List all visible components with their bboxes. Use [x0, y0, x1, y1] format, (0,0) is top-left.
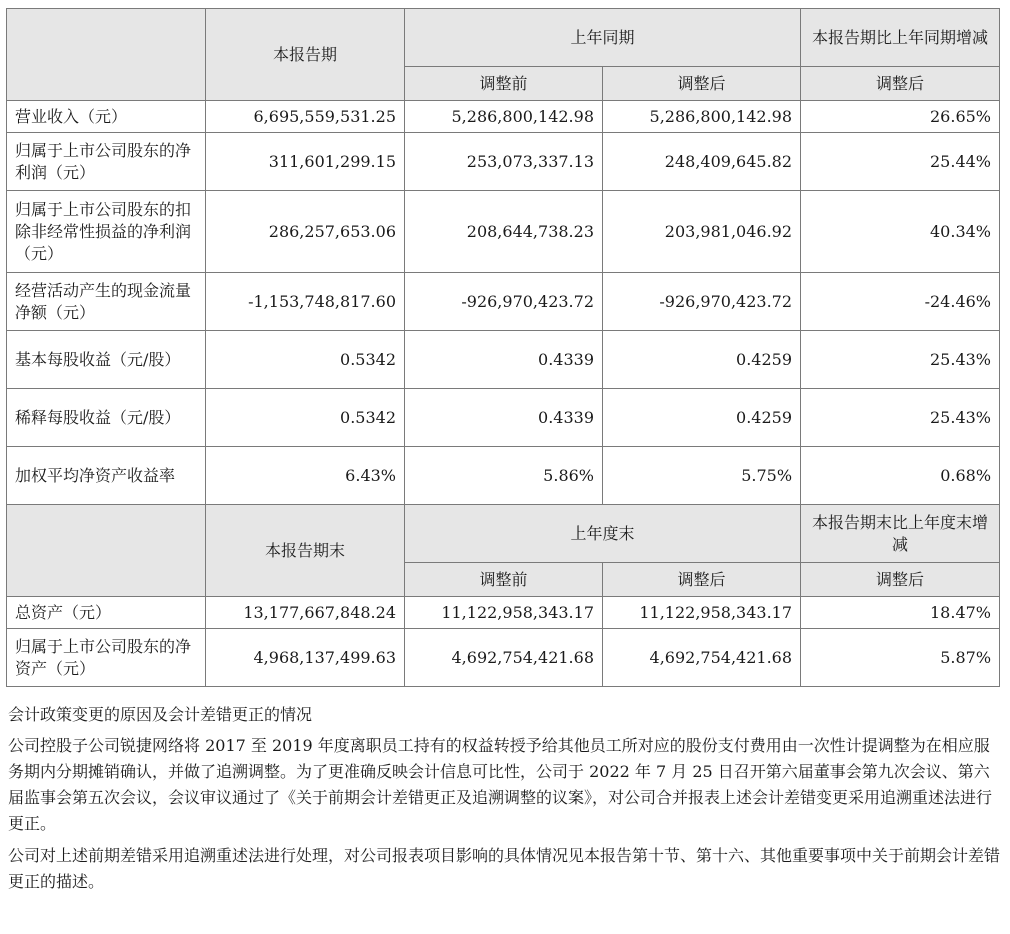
- table-row: [7, 331, 1000, 389]
- cell-before: 4,692,754,421.68: [405, 629, 603, 687]
- cell-after: 11,122,958,343.17: [603, 597, 801, 629]
- header-prior-year-end: 上年度末: [405, 505, 801, 563]
- cell-change: -24.46%: [801, 273, 1000, 331]
- subheader-after: 调整后: [603, 67, 801, 101]
- notes-title: 会计政策变更的原因及会计差错更正的情况: [8, 705, 313, 724]
- cell-after: 5,286,800,142.98: [603, 101, 801, 133]
- table-row: [7, 101, 1000, 133]
- cell-change: 40.34%: [801, 191, 1000, 273]
- notes-paragraph: 公司对上述前期差错采用追溯重述法进行处理，对公司报表项目影响的具体情况见本报告第十节、第十六、其他重要事项中关于前期会计差错更正的描述。: [8, 846, 1001, 891]
- header-change: 本报告期比上年同期增减: [801, 9, 1000, 67]
- cell-current: 4,968,137,499.63: [206, 629, 405, 687]
- cell-after: 5.75%: [603, 447, 801, 505]
- cell-current: 0.5342: [206, 389, 405, 447]
- row-label: 总资产（元）: [7, 597, 206, 629]
- row-label: 归属于上市公司股东的净资产（元）: [7, 629, 206, 687]
- cell-current: 13,177,667,848.24: [206, 597, 405, 629]
- cell-current: 0.5342: [206, 331, 405, 389]
- subheader-after: 调整后: [603, 563, 801, 597]
- cell-current: -1,153,748,817.60: [206, 273, 405, 331]
- cell-change: 5.87%: [801, 629, 1000, 687]
- table-row: [7, 133, 1000, 191]
- row-label: 加权平均净资产收益率: [7, 447, 206, 505]
- row-label: 归属于上市公司股东的净利润（元）: [7, 133, 206, 191]
- cell-change: 18.47%: [801, 597, 1000, 629]
- subheader-before: 调整前: [405, 67, 603, 101]
- cell-change: 0.68%: [801, 447, 1000, 505]
- header-prior-period: 上年同期: [405, 9, 801, 67]
- header-blank-cell: [7, 505, 206, 597]
- row-label: 归属于上市公司股东的扣除非经常性损益的净利润（元）: [7, 191, 206, 273]
- table-row: [7, 629, 1000, 687]
- subheader-before: 调整前: [405, 563, 603, 597]
- cell-before: 11,122,958,343.17: [405, 597, 603, 629]
- section2-header-row: [7, 505, 1000, 563]
- cell-after: -926,970,423.72: [603, 273, 801, 331]
- notes-section: [8, 702, 1003, 901]
- cell-current: 311,601,299.15: [206, 133, 405, 191]
- table-row: [7, 273, 1000, 331]
- cell-after: 203,981,046.92: [603, 191, 801, 273]
- cell-current: 6,695,559,531.25: [206, 101, 405, 133]
- cell-before: 253,073,337.13: [405, 133, 603, 191]
- row-label: 基本每股收益（元/股）: [7, 331, 206, 389]
- notes-paragraph: 公司控股子公司锐捷网络将 2017 至 2019 年度离职员工持有的权益转授予给其他员工所对应的股份支付费用由一次性计提调整为在相应服务期内分期摊销确认，并做了追溯调整。为了更准确反映会计信息可比性，公司于 2022 年 7 月 25 日召开第六届董事会第九次会议、第六届监事会第五次会议，会议审议通过了《关于前期会计差错更正及追溯调整的议案》，对公司合并报表上述会计差错变更采用追溯重述法进行更正。: [8, 736, 993, 833]
- cell-change: 25.44%: [801, 133, 1000, 191]
- cell-after: 0.4259: [603, 389, 801, 447]
- cell-before: 0.4339: [405, 331, 603, 389]
- section1-header-row: [7, 9, 1000, 67]
- cell-before: 208,644,738.23: [405, 191, 603, 273]
- header-blank-cell: [7, 9, 206, 101]
- cell-before: -926,970,423.72: [405, 273, 603, 331]
- cell-after: 248,409,645.82: [603, 133, 801, 191]
- header-current-period: 本报告期: [206, 9, 405, 101]
- header-change: 本报告期末比上年度末增减: [801, 505, 1000, 563]
- cell-change: 25.43%: [801, 389, 1000, 447]
- row-label: 经营活动产生的现金流量净额（元）: [7, 273, 206, 331]
- cell-after: 0.4259: [603, 331, 801, 389]
- cell-change: 25.43%: [801, 331, 1000, 389]
- row-label: 稀释每股收益（元/股）: [7, 389, 206, 447]
- header-period-end: 本报告期末: [206, 505, 405, 597]
- subheader-change: 调整后: [801, 563, 1000, 597]
- table-row: [7, 597, 1000, 629]
- table-row: [7, 447, 1000, 505]
- cell-before: 5,286,800,142.98: [405, 101, 603, 133]
- cell-current: 6.43%: [206, 447, 405, 505]
- table-row: [7, 191, 1000, 273]
- cell-after: 4,692,754,421.68: [603, 629, 801, 687]
- cell-before: 0.4339: [405, 389, 603, 447]
- table-row: [7, 389, 1000, 447]
- cell-change: 26.65%: [801, 101, 1000, 133]
- row-label: 营业收入（元）: [7, 101, 206, 133]
- financial-data-table: [6, 8, 1000, 687]
- subheader-change: 调整后: [801, 67, 1000, 101]
- cell-before: 5.86%: [405, 447, 603, 505]
- cell-current: 286,257,653.06: [206, 191, 405, 273]
